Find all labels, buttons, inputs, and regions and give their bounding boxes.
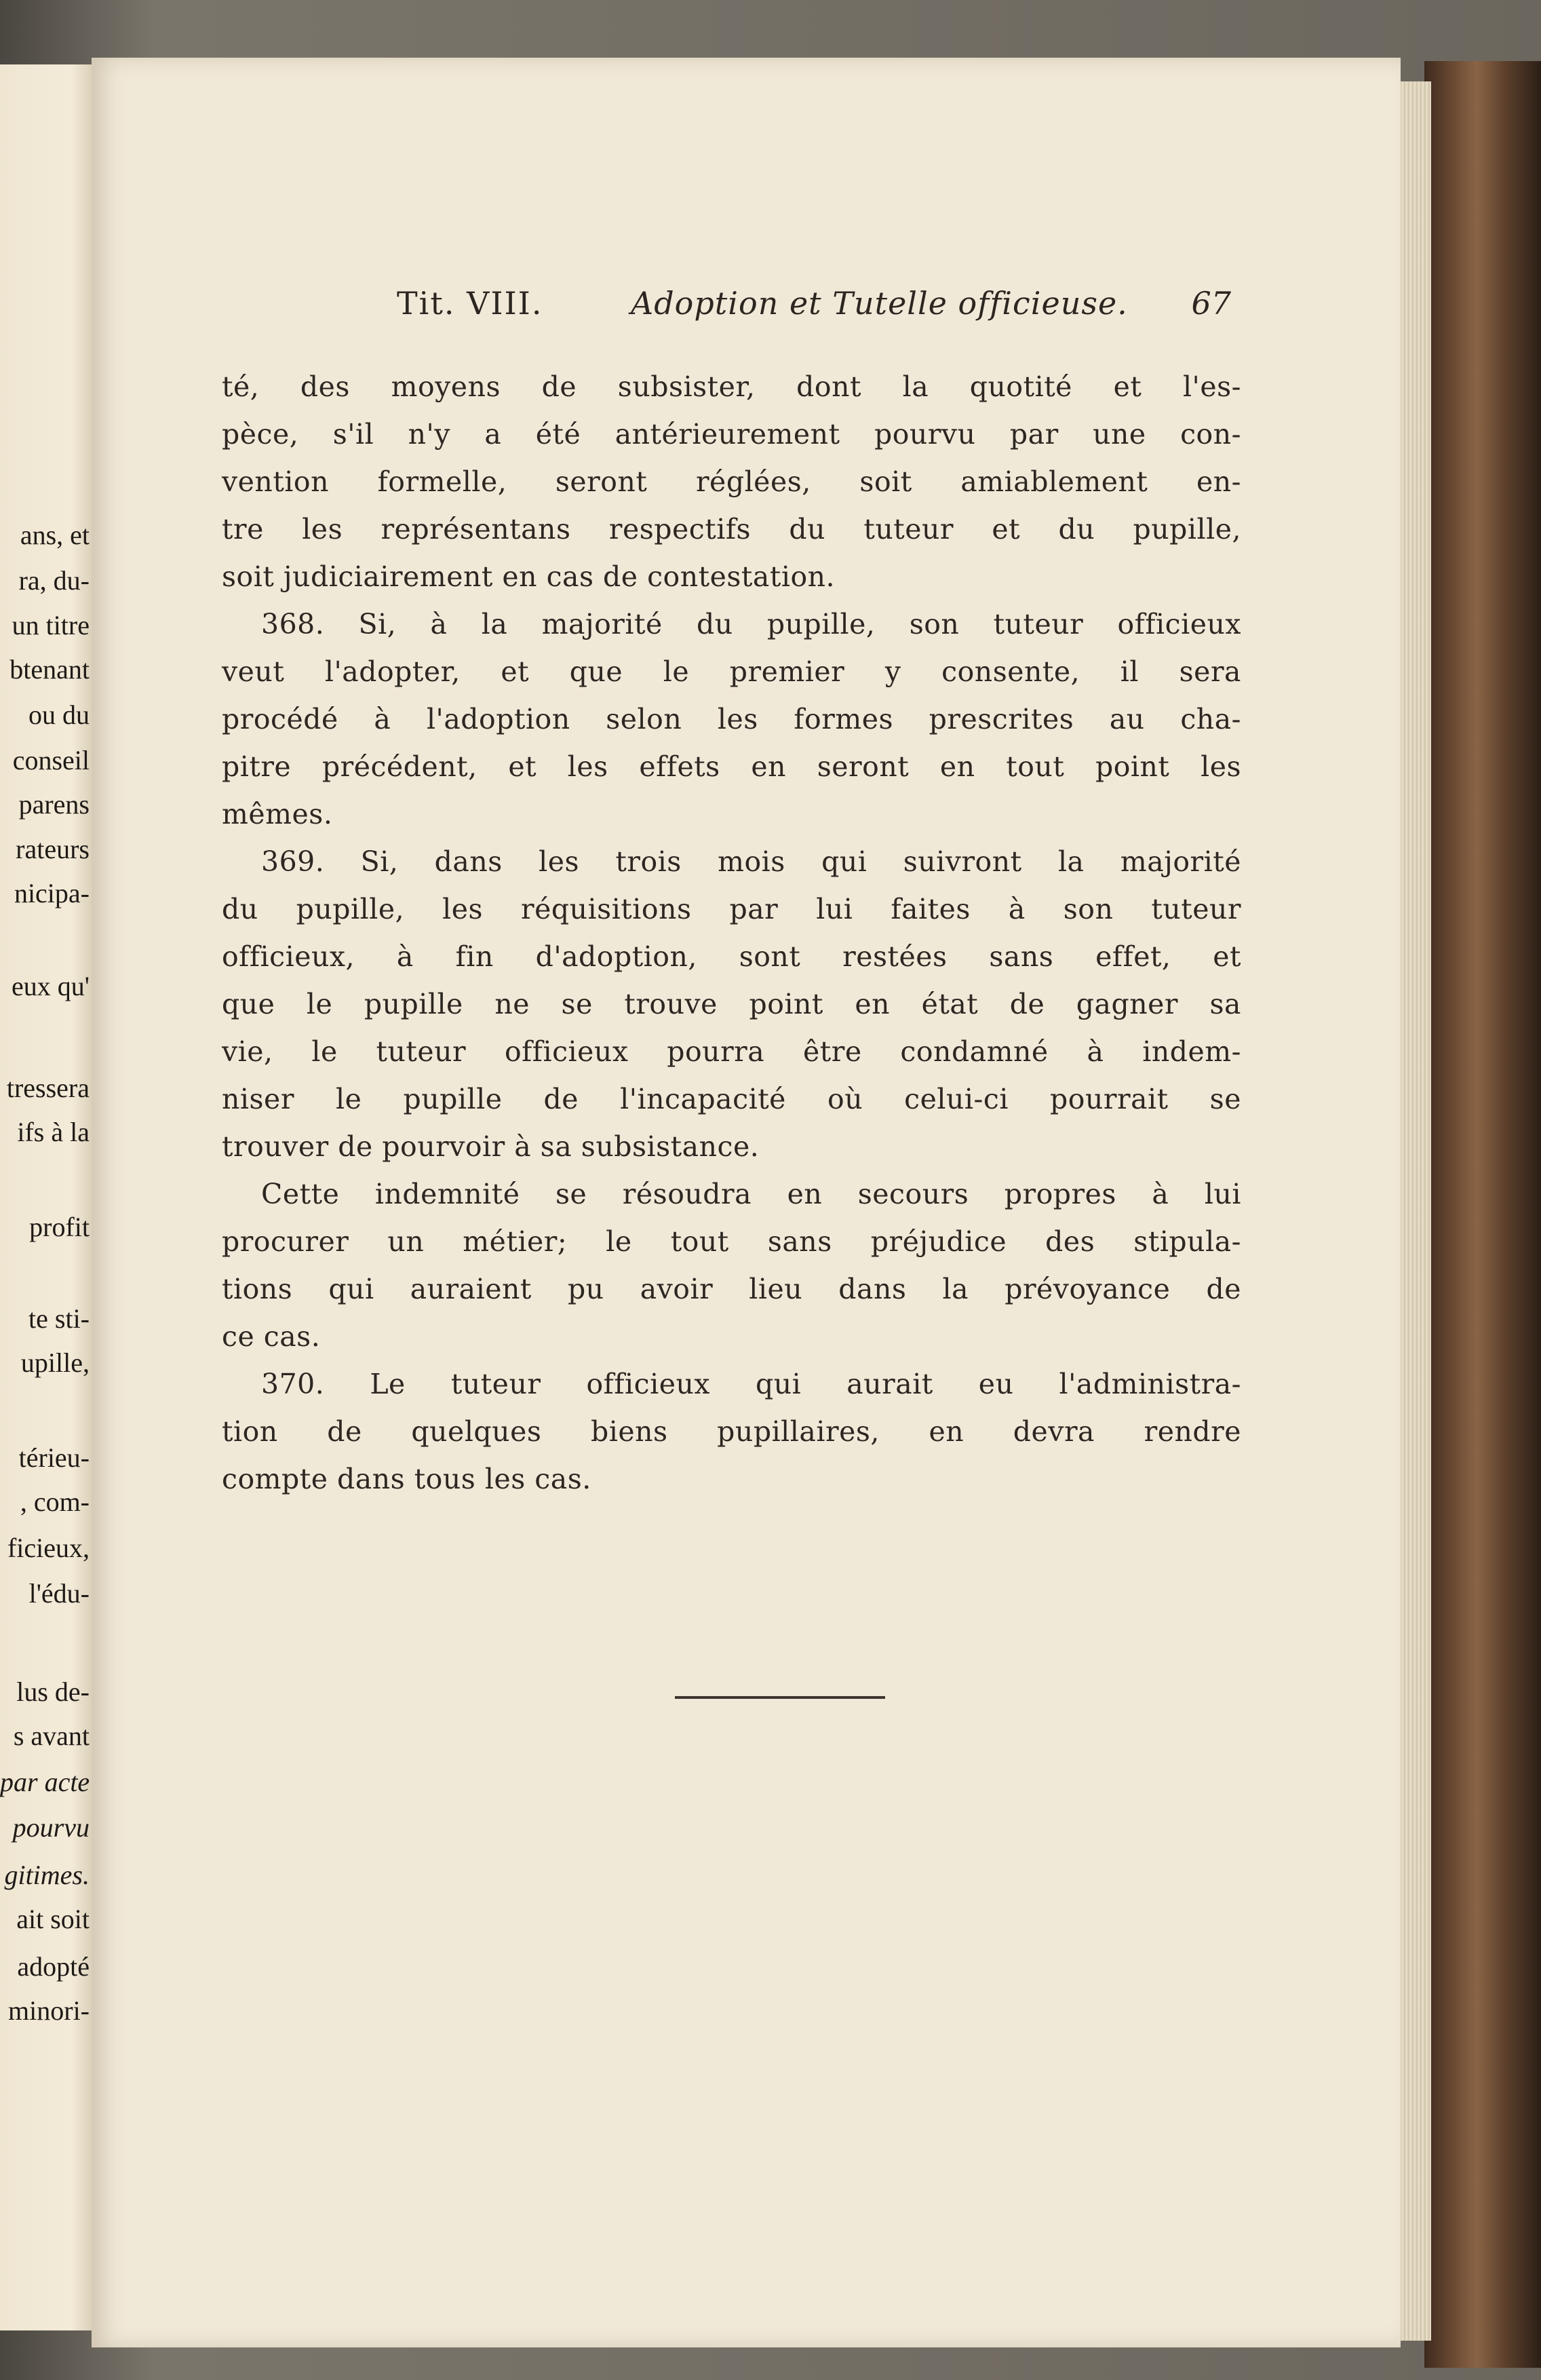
text-line: té, des moyens de subsister, dont la quotité et l'es- (222, 370, 1241, 403)
section-rule (675, 1696, 885, 1699)
left-page-line: ficieux, (7, 1533, 90, 1563)
text-line: 369. Si, dans les trois mois qui suivront la majorité (261, 845, 1241, 878)
left-page-line: térieu- (18, 1442, 90, 1473)
left-page-line: ra, du- (18, 565, 90, 596)
text-line: 368. Si, à la majorité du pupille, son tuteur officieux (261, 608, 1241, 640)
text-line: compte dans tous les cas. (222, 1463, 591, 1495)
left-page-line: , com- (20, 1486, 90, 1517)
left-facing-page (0, 64, 102, 2330)
left-page-line: pourvu (12, 1812, 90, 1843)
left-page-line: nicipa- (14, 878, 90, 908)
running-header (302, 285, 1231, 339)
left-page-line: ans, et (20, 520, 90, 550)
text-line: vie, le tuteur officieux pourra être condamné à indem- (222, 1035, 1241, 1068)
header-subject: Adoption et Tutelle officieuse. (631, 285, 1128, 322)
left-page-line: ifs à la (17, 1117, 90, 1147)
left-page-line: tressera (6, 1073, 90, 1103)
text-line: trouver de pourvoir à sa subsistance. (222, 1130, 760, 1163)
text-line: du pupille, les réquisitions par lui faites à son tuteur (222, 893, 1241, 925)
text-line: pitre précédent, et les effets en seront en tout point les (222, 750, 1241, 783)
text-line: tions qui auraient pu avoir lieu dans la prévoyance de (222, 1273, 1241, 1305)
text-line: tre les représentans respectifs du tuteur et du pupille, (222, 513, 1241, 545)
left-page-line: eux qu' (12, 971, 90, 1001)
left-page-line: lus de- (16, 1676, 90, 1707)
text-line: officieux, à fin d'adoption, sont restées sans effet, et (222, 940, 1241, 973)
book-cover-edge (1424, 61, 1541, 2368)
body-text (222, 363, 1241, 1503)
left-page-line: parens (18, 789, 90, 820)
text-line: niser le pupille de l'incapacité où celui-ci pourrait se (222, 1083, 1241, 1115)
left-page-line: rateurs (16, 834, 90, 864)
text-line: tion de quelques biens pupillaires, en devra rendre (222, 1415, 1241, 1448)
text-line: vention formelle, seront réglées, soit amiablement en- (222, 465, 1241, 498)
left-page-line: conseil (12, 745, 90, 775)
book-page (92, 58, 1401, 2347)
left-page-line: l'édu- (28, 1578, 90, 1609)
left-page-line: un titre (12, 610, 90, 640)
text-line: procédé à l'adoption selon les formes prescrites au cha- (222, 703, 1241, 735)
left-page-line: s avant (13, 1721, 90, 1751)
text-line: pèce, s'il n'y a été antérieurement pourvu par une con- (222, 418, 1241, 450)
text-line: procurer un métier; le tout sans préjudice des stipula- (222, 1225, 1241, 1258)
left-page-line: te sti- (28, 1303, 90, 1334)
left-page-line: ait soit (16, 1904, 90, 1934)
text-line: ce cas. (222, 1320, 321, 1353)
page-number: 67 (1191, 285, 1231, 322)
text-line: mêmes. (222, 798, 333, 830)
text-line: que le pupille ne se trouve point en état de gagner sa (222, 988, 1241, 1020)
left-page-line: btenant (9, 654, 90, 685)
left-page-line: ou du (28, 699, 90, 730)
left-page-line: adopté (17, 1951, 90, 1982)
left-page-line: profit (29, 1212, 90, 1242)
text-line: veut l'adopter, et que le premier y consente, il sera (222, 655, 1241, 688)
text-line: soit judiciairement en cas de contestation. (222, 560, 836, 593)
left-page-line: upille, (20, 1347, 90, 1378)
text-line: Cette indemnité se résoudra en secours propres à lui (261, 1178, 1241, 1210)
text-line: 370. Le tuteur officieux qui aurait eu l'administra- (261, 1368, 1241, 1400)
header-title: Tit. VIII. (397, 285, 543, 322)
left-page-line: par acte (0, 1767, 90, 1797)
left-page-line: minori- (8, 1995, 90, 2026)
left-page-line: gitimes. (4, 1860, 90, 1890)
